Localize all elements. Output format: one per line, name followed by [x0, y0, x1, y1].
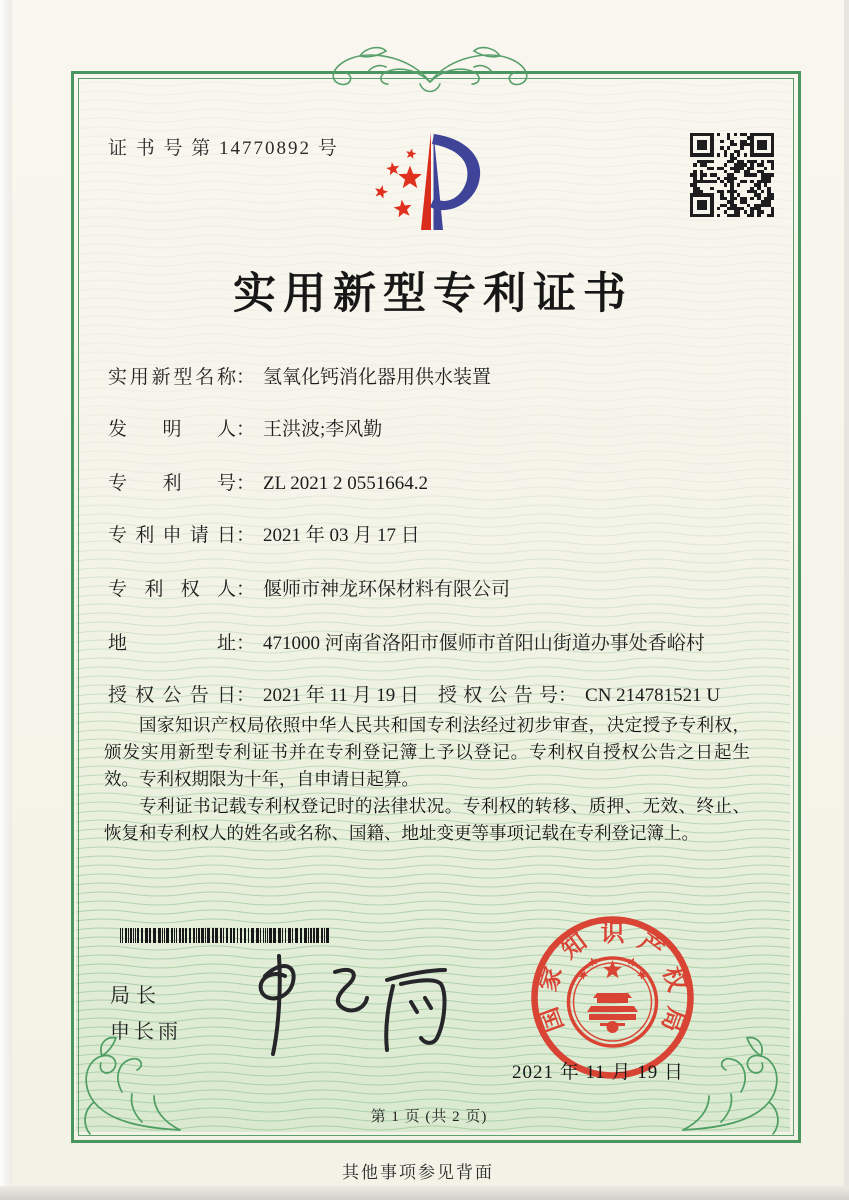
signature-handwriting: [235, 946, 465, 1064]
barcode-bar: [260, 928, 261, 943]
field-colon: ：: [236, 685, 256, 706]
field-value: 2021 年 11 月 19 日: [263, 685, 420, 706]
barcode-bar: [267, 928, 268, 943]
scan-edge-right: [844, 0, 849, 1200]
field-colon: ：: [236, 525, 256, 546]
barcode-bar: [141, 928, 143, 943]
seal-char: 局: [655, 1003, 689, 1035]
barcode-bar: [137, 928, 139, 943]
barcode-bar: [176, 928, 177, 943]
barcode-bar: [130, 928, 132, 943]
seal-date: 2021 年 11 月 19 日: [512, 1062, 685, 1083]
barcode-bar: [189, 928, 191, 943]
barcode-bar: [288, 928, 291, 943]
national-emblem-icon: [569, 958, 657, 1047]
cnipa-logo-icon: [366, 121, 488, 237]
barcode-bar: [198, 928, 200, 943]
barcode-bar: [237, 928, 238, 943]
barcode-bar: [233, 928, 235, 943]
barcode-bar: [273, 928, 276, 943]
field-value: 2021 年 03 月 17 日: [263, 525, 420, 546]
barcode-bar: [269, 928, 272, 943]
barcode-bar: [324, 928, 325, 943]
barcode-bar: [278, 928, 281, 943]
barcode-bar: [223, 928, 224, 943]
barcode-bar: [248, 928, 249, 943]
field-pair-grant-number: [438, 680, 720, 707]
qr-code: [690, 133, 774, 217]
field-value: CN 214781521 U: [585, 685, 721, 706]
certificate-title: 实用新型专利证书: [233, 271, 633, 318]
barcode-bar: [162, 928, 163, 943]
seal-char: 权: [657, 963, 690, 995]
barcode-bar: [158, 928, 161, 943]
qr-module: [771, 214, 774, 217]
barcode-bar: [240, 928, 242, 943]
field-colon: ：: [236, 473, 256, 494]
barcode-bar: [212, 928, 214, 943]
field-row-name: [108, 362, 491, 389]
barcode-bar: [292, 928, 293, 943]
barcode-bar: [122, 928, 123, 943]
barcode-bar: [135, 928, 136, 943]
barcode-bar: [207, 928, 210, 943]
back-side-note: 其他事项参见背面: [342, 1163, 494, 1182]
barcode-bar: [285, 928, 286, 943]
barcode-bar: [185, 928, 187, 943]
bottom-left-flourish-ornament: [58, 1032, 183, 1144]
barcode-bar: [205, 928, 206, 943]
field-label: 实用新型名称: [108, 367, 236, 388]
barcode-bar: [244, 928, 246, 943]
field-row-grant: [108, 680, 721, 707]
scan-edge-left: [0, 0, 12, 1200]
field-value: 王洪波;李风勤: [263, 419, 383, 440]
field-label: 授权公告日: [108, 685, 236, 706]
barcode-bar: [295, 928, 298, 943]
barcode-bar: [256, 928, 259, 943]
barcode-bar: [316, 928, 319, 943]
barcode-bar: [149, 928, 151, 943]
barcode-bar: [230, 928, 232, 943]
seal-char: 家: [535, 963, 568, 995]
field-value: 471000 河南省洛阳市偃师市首阳山街道办事处香峪村: [263, 633, 705, 654]
barcode-bar: [263, 928, 264, 943]
signer-name: 申长雨: [110, 1021, 182, 1043]
field-label: 授权公告号: [438, 685, 558, 706]
barcode-bar: [251, 928, 254, 943]
barcode-bar: [128, 928, 129, 943]
field-value: 氢氧化钙消化器用供水装置: [263, 367, 492, 388]
barcode-bar: [300, 928, 302, 943]
field-colon: ：: [236, 419, 256, 440]
field-value: ZL 2021 2 0551664.2: [263, 473, 429, 494]
field-colon: ：: [236, 367, 256, 388]
field-label: 专利权人: [108, 579, 236, 600]
field-row-patent-number: [108, 468, 428, 495]
barcode-bar: [313, 928, 315, 943]
barcode-bar: [308, 928, 309, 943]
seal-char: 知: [557, 928, 593, 965]
barcode-bar: [201, 928, 204, 943]
top-flourish-ornament: [308, 42, 552, 100]
field-colon: ：: [558, 685, 578, 706]
field-label: 专利号: [108, 473, 236, 494]
barcode-bar: [220, 928, 222, 943]
field-row-inventor: [108, 414, 382, 441]
field-label: 地址: [108, 633, 236, 654]
barcode-bar: [125, 928, 127, 943]
field-row-patentee: [108, 574, 510, 601]
page-number: 第 1 页 (共 2 页): [370, 1109, 488, 1125]
barcode-bar: [171, 928, 173, 943]
seal-char: 国: [536, 1003, 570, 1035]
barcode-bar: [282, 928, 283, 943]
field-label: 专利申请日: [108, 525, 236, 546]
field-value: 偃师市神龙环保材料有限公司: [263, 579, 511, 600]
barcode-bar: [196, 928, 197, 943]
certificate-number: 证 书 号 第 14770892 号: [108, 138, 339, 159]
barcode-bar: [120, 928, 121, 943]
barcode-bar: [193, 928, 195, 943]
scan-edge-bottom: [0, 1186, 849, 1200]
barcode-bar: [179, 928, 181, 943]
barcode-bar: [310, 928, 312, 943]
barcode-bar: [326, 928, 329, 943]
barcode-bar: [215, 928, 218, 943]
barcode-bar: [166, 928, 169, 943]
field-label: 发明人: [108, 419, 236, 440]
barcode-bar: [226, 928, 228, 943]
field-row-address: [108, 628, 705, 655]
barcode-bar: [182, 928, 184, 943]
barcode-bar: [153, 928, 156, 943]
barcode-bar: [265, 928, 266, 943]
barcode-bar: [133, 928, 134, 943]
barcode-bar: [174, 928, 175, 943]
barcode-bar: [164, 928, 165, 943]
barcode-bar: [145, 928, 148, 943]
field-colon: ：: [236, 579, 256, 600]
barcode: [120, 928, 336, 943]
field-colon: ：: [236, 633, 256, 654]
legal-paragraph-1: 国家知识产权局依照中华人民共和国专利法经过初步审查，决定授予专利权，颁发实用新型专利证书并在专利登记簿上予以登记。专利权自授权公告之日起生效。专利权期限为十年，自申请日起算。: [104, 715, 750, 789]
legal-text-block: [104, 712, 750, 847]
field-row-filing-date: [108, 520, 420, 547]
barcode-bar: [321, 928, 323, 943]
barcode-bar: [304, 928, 307, 943]
signer-title: 局长: [110, 985, 162, 1007]
seal-char: 识: [600, 921, 625, 948]
legal-paragraph-2: 专利证书记载专利权登记时的法律状况。专利权的转移、质押、无效、终止、恢复和专利权人的姓名或名称、国籍、地址变更等事项记载在专利登记簿上。: [104, 796, 750, 843]
seal-char: 产: [632, 928, 668, 965]
